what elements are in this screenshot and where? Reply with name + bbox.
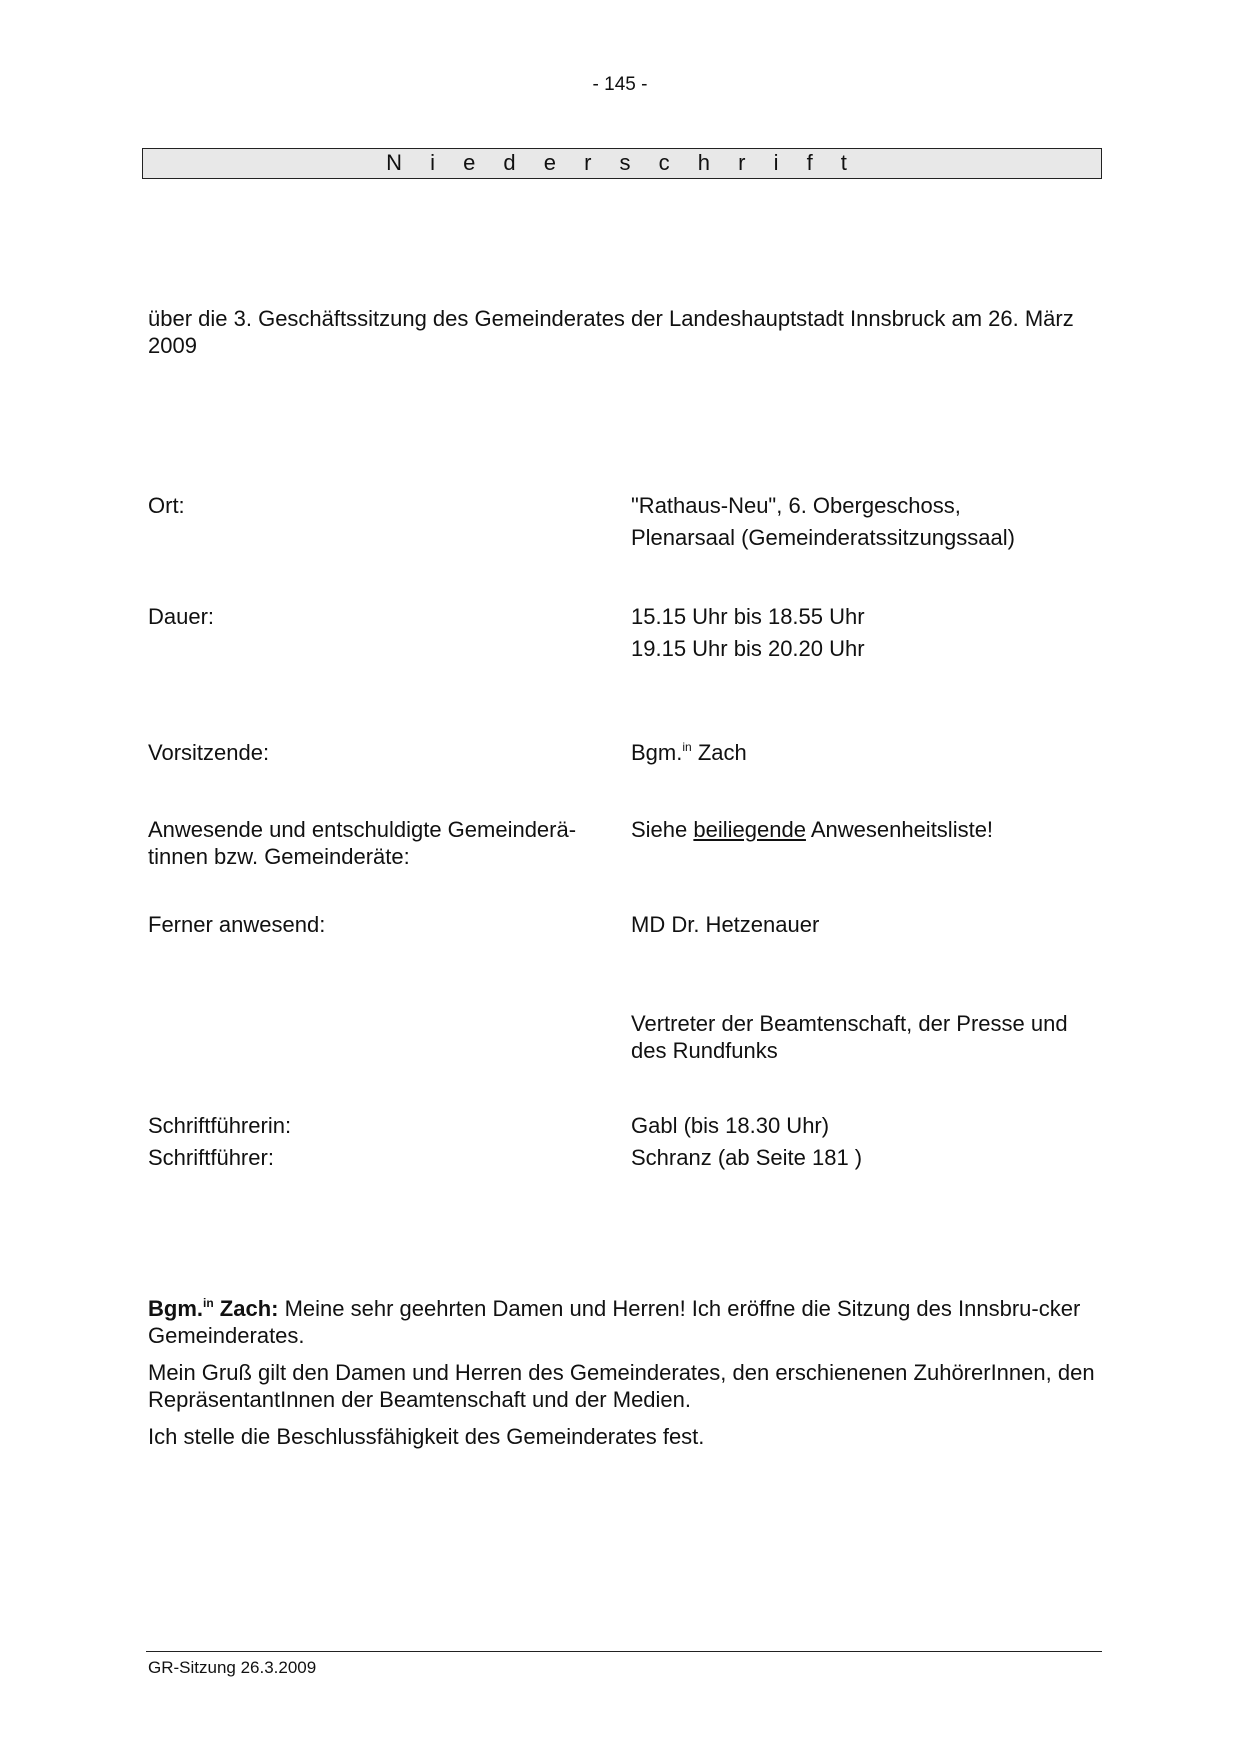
ferner-label: Ferner anwesend:: [148, 912, 326, 937]
schriftfuehrerin-label: Schriftführerin:: [148, 1113, 292, 1138]
dauer-line-2: 19.15 Uhr bis 20.20 Uhr: [631, 636, 865, 661]
speaker-prefix: Bgm.: [148, 1296, 203, 1321]
anwesend-post: Anwesenheitsliste!: [805, 817, 994, 842]
vorsitz-value: [631, 737, 1101, 769]
vorsitz-label: Vorsitzende:: [148, 740, 270, 765]
vorsitz-sup: in: [682, 740, 692, 754]
speech-paragraph-3: Ich stelle die Beschlussfähigkeit des Gemeinderates fest.: [148, 1424, 705, 1449]
ort-label: Ort:: [148, 493, 185, 518]
ort-value: [631, 490, 1101, 554]
speech-paragraph-1: [148, 1295, 1100, 1349]
ferner-value: MD Dr. Hetzenauer: [631, 912, 820, 937]
speaker-sup: in: [203, 1296, 214, 1310]
intro-text: über die 3. Geschäftssitzung des Gemeinderates der Landeshauptstadt Innsbruck am 26. März 2009: [148, 306, 1074, 358]
anwesend-underlined: beiliegende: [693, 817, 806, 842]
vorsitz-prefix: Bgm.: [631, 740, 683, 765]
anwesend-value: [631, 816, 1101, 843]
anwesend-label: Anwesende und entschuldigte Gemeinderä-tinnen bzw. Gemeinderäte:: [148, 817, 577, 869]
speaker-name: [148, 1296, 278, 1321]
anwesend-pre: Siehe: [631, 817, 694, 842]
footer-text: GR-Sitzung 26.3.2009: [148, 1658, 317, 1677]
vorsitz-name: Zach: [691, 740, 747, 765]
dauer-label: Dauer:: [148, 604, 215, 629]
schriftfuehrer-value: Schranz (ab Seite 181 ): [631, 1145, 863, 1170]
ort-line-1: "Rathaus-Neu", 6. Obergeschoss,: [631, 493, 961, 518]
dauer-line-1: 15.15 Uhr bis 18.55 Uhr: [631, 604, 865, 629]
speaker-surname: Zach:: [213, 1296, 279, 1321]
ort-line-2: Plenarsaal (Gemeinderatssitzungssaal): [631, 525, 1015, 550]
schriftfuehrerin-value: Gabl (bis 18.30 Uhr): [631, 1113, 830, 1138]
speech-paragraph-2: Mein Gruß gilt den Damen und Herren des Gemeinderates, den erschienenen ZuhörerInnen, den RepräsentantInnen der Beamtenschaft und der Medien.: [148, 1360, 1095, 1412]
schriftfuehrer-label: Schriftführer:: [148, 1145, 274, 1170]
footer-divider: [146, 1651, 1102, 1652]
dauer-value: [631, 601, 1101, 665]
speech-body: [148, 1295, 1100, 1460]
vertreter-value: Vertreter der Beamtenschaft, der Presse und des Rundfunks: [631, 1011, 1068, 1063]
page-number: - 145 -: [592, 74, 648, 95]
speech-text-1: Meine sehr geehrten Damen und Herren! Ich eröffne die Sitzung des Innsbru-cker Gemeinderates.: [148, 1296, 1081, 1348]
document-title: N i e d e r s c h r i f t: [142, 148, 1102, 179]
